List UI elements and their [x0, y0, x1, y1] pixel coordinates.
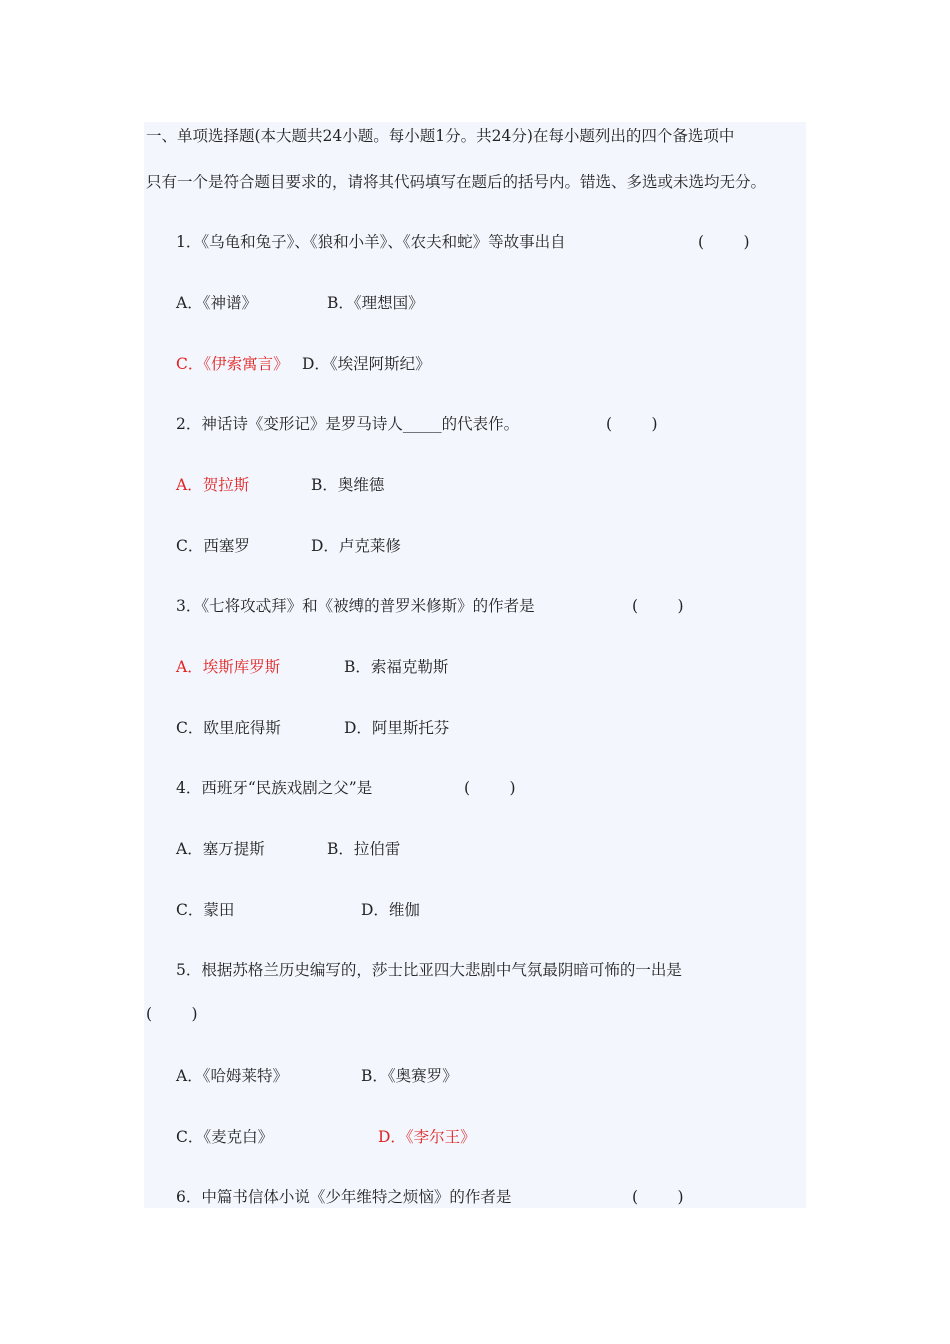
- question-5-option-c: C．《麦克白》: [176, 1128, 274, 1146]
- question-3-option-a-answer: A．埃斯库罗斯: [176, 658, 281, 676]
- question-5-option-d-answer: D．《李尔王》: [378, 1128, 476, 1146]
- question-1-paren: ( ): [698, 233, 750, 251]
- question-1-option-d: D．《埃涅阿斯纪》: [302, 355, 431, 373]
- question-3-option-c: C．欧里庇得斯: [176, 719, 281, 737]
- question-3-stem: 3．《七将攻忒拜》和《被缚的普罗米修斯》的作者是: [176, 597, 535, 615]
- question-2-option-d: D．卢克莱修: [311, 537, 401, 555]
- section-instruction-line2: 只有一个是符合题目要求的，请将其代码填写在题后的括号内。错选、多选或未选均无分。: [146, 173, 767, 191]
- question-2-paren: ( ): [606, 415, 658, 433]
- question-3-option-b: B．索福克勒斯: [344, 658, 449, 676]
- question-2-option-c: C．西塞罗: [176, 537, 250, 555]
- question-4-paren: ( ): [464, 779, 516, 797]
- question-1-option-b: B．《理想国》: [327, 294, 424, 312]
- question-1-option-a: A．《神谱》: [176, 294, 257, 312]
- question-5-option-a: A．《哈姆莱特》: [176, 1067, 288, 1085]
- question-4-option-a: A．塞万提斯: [176, 840, 265, 858]
- question-4-stem: 4．西班牙“民族戏剧之父”是: [176, 779, 373, 797]
- question-5-option-b: B．《奥赛罗》: [361, 1067, 458, 1085]
- question-2-option-a-answer: A．贺拉斯: [176, 476, 250, 494]
- question-4-option-c: C．蒙田: [176, 901, 235, 919]
- question-3-option-d: D．阿里斯托芬: [344, 719, 450, 737]
- question-5-stem: 5．根据苏格兰历史编写的，莎士比亚四大悲剧中气氛最阴暗可怖的一出是: [176, 961, 682, 979]
- question-4-option-d: D．维伽: [361, 901, 420, 919]
- question-6-paren: ( ): [632, 1188, 684, 1206]
- question-6-stem: 6．中篇书信体小说《少年维特之烦恼》的作者是: [176, 1188, 512, 1206]
- question-2-option-b: B．奥维德: [311, 476, 385, 494]
- section-instruction-line1: 一、单项选择题(本大题共24小题。每小题1分。共24分)在每小题列出的四个备选项中: [146, 127, 735, 145]
- question-3-paren: ( ): [632, 597, 684, 615]
- question-1-option-c-answer: C．《伊索寓言》: [176, 355, 289, 373]
- question-5-paren: ( ): [146, 1005, 198, 1023]
- question-1-stem: 1．《乌龟和兔子》、《狼和小羊》、《农夫和蛇》等故事出自: [176, 233, 566, 251]
- question-2-stem: 2．神话诗《变形记》是罗马诗人_____的代表作。: [176, 415, 520, 433]
- question-4-option-b: B．拉伯雷: [327, 840, 401, 858]
